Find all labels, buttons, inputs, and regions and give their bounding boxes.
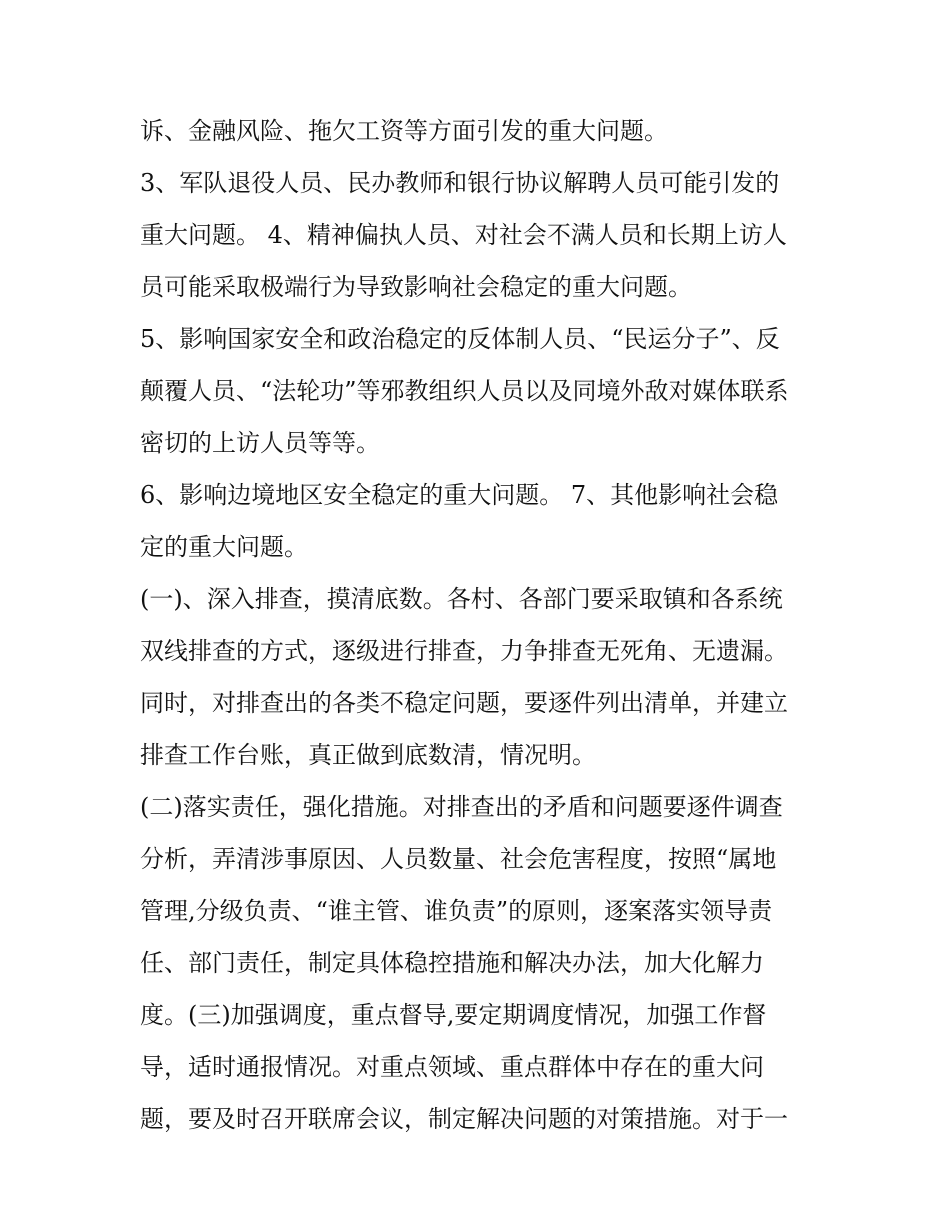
text-line: 重大问题。 4、精神偏执人员、对社会不满人员和长期上访人 <box>140 221 787 249</box>
text-line: 诉、金融风险、拖欠工资等方面引发的重大问题。 <box>140 117 668 145</box>
text-line: 排查工作台账，真正做到底数清，情况明。 <box>140 741 596 769</box>
text-line: 3、军队退役人员、民办教师和银行协议解聘人员可能引发的 <box>140 169 780 197</box>
text-line: (二)落实责任，强化措施。对排查出的矛盾和问题要逐件调查 <box>140 793 783 821</box>
text-line: 导，适时通报情况。对重点领域、重点群体中存在的重大问 <box>140 1053 764 1081</box>
text-line: 双线排查的方式，逐级进行排查，力争排查无死角、无遗漏。 <box>140 637 788 665</box>
text-line: 6、影响边境地区安全稳定的重大问题。 7、其他影响社会稳 <box>140 481 779 509</box>
text-line: 5、影响国家安全和政治稳定的反体制人员、“民运分子”、反 <box>140 325 780 353</box>
text-line: 分析，弄清涉事原因、人员数量、社会危害程度，按照“属地 <box>140 845 777 873</box>
text-line: 密切的上访人员等等。 <box>140 429 380 457</box>
text-line: (一)、深入排查，摸清底数。各村、各部门要采取镇和各系统 <box>140 585 783 613</box>
text-line: 定的重大问题。 <box>140 533 308 561</box>
text-line: 同时，对排查出的各类不稳定问题，要逐件列出清单，并建立 <box>140 689 788 717</box>
text-line: 管理,分级负责、“谁主管、谁负责”的原则，逐案落实领导责 <box>140 897 773 925</box>
text-line: 任、部门责任，制定具体稳控措施和解决办法，加大化解力 <box>140 949 764 977</box>
text-line: 度。(三)加强调度，重点督导,要定期调度情况，加强工作督 <box>140 1001 767 1029</box>
text-line: 题，要及时召开联席会议，制定解决问题的对策措施。对于一 <box>140 1105 788 1133</box>
text-line: 颠覆人员、“法轮功”等邪教组织人员以及同境外敌对媒体联系 <box>140 377 789 405</box>
text-line: 员可能采取极端行为导致影响社会稳定的重大问题。 <box>140 273 692 301</box>
document-body <box>140 105 830 1145</box>
